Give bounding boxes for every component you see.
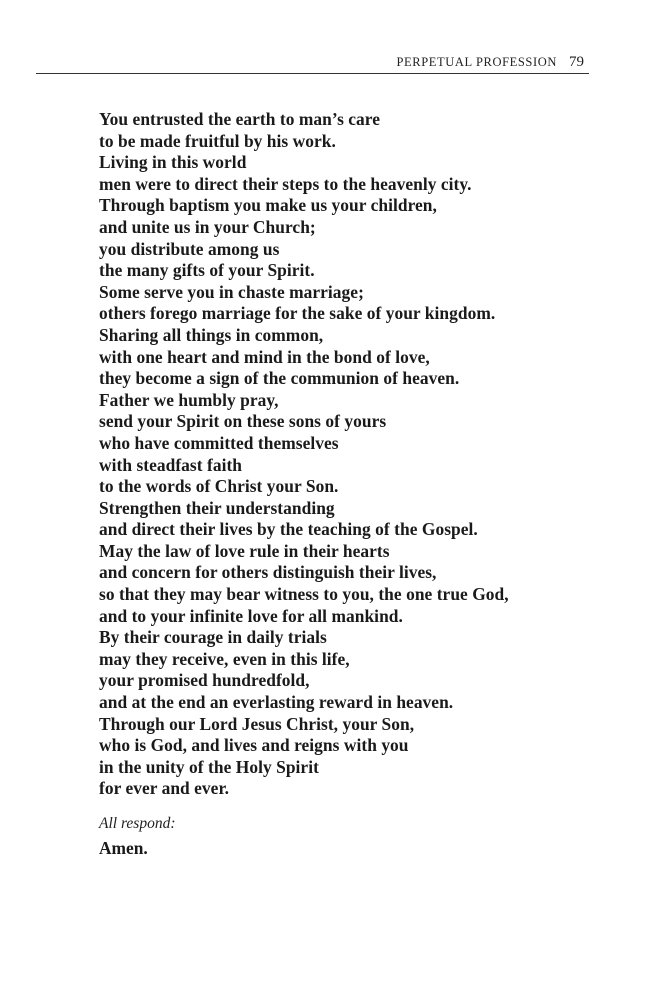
page-number: 79 (569, 54, 584, 70)
response-text: Amen. (99, 838, 148, 858)
running-title: PERPETUAL PROFESSION (396, 55, 557, 69)
prayer-line: You entrusted the earth to man’s care (99, 109, 381, 129)
prayer-line: and concern for others distinguish their lives, (99, 562, 437, 583)
prayer-line: May the law of love rule in their hearts (99, 540, 390, 561)
prayer-line: with one heart and mind in the bond of love, (99, 346, 430, 367)
prayer-line: to be made fruitful by his work. (99, 130, 336, 151)
prayer-line: so that they may bear witness to you, the one true God, (99, 584, 509, 605)
prayer-line: may they receive, even in this life, (99, 648, 350, 669)
prayer-line: who is God, and lives and reigns with you (99, 735, 409, 756)
rubric: All respond: (99, 815, 176, 832)
running-head (0, 54, 584, 71)
prayer-line: others forego marriage for the sake of your kingdom. (99, 303, 496, 324)
prayer-line: and to your infinite love for all mankind. (99, 605, 403, 626)
prayer-line: Living in this world (99, 152, 247, 173)
prayer-line: you distribute among us (99, 238, 280, 259)
prayer-line: By their courage in daily trials (99, 627, 327, 648)
prayer-line: for ever and ever. (99, 778, 230, 799)
prayer-line: in the unity of the Holy Spirit (99, 756, 319, 777)
prayer-line: the many gifts of your Spirit. (99, 260, 315, 281)
prayer-line: they become a sign of the communion of heaven. (99, 368, 460, 389)
prayer-line: Strengthen their understanding (99, 497, 335, 518)
prayer-line: Father we humbly pray, (99, 389, 279, 410)
prayer-line: Through baptism you make us your children, (99, 195, 437, 216)
prayer-line: Through our Lord Jesus Christ, your Son, (99, 713, 415, 734)
prayer-line: and unite us in your Church; (99, 216, 316, 237)
prayer-line: and direct their lives by the teaching of the Gospel. (99, 519, 478, 540)
prayer-line: to the words of Christ your Son. (99, 476, 339, 497)
prayer-line: with steadfast faith (99, 454, 243, 475)
prayer-line: who have committed themselves (99, 432, 339, 453)
prayer-line: men were to direct their steps to the heavenly city. (99, 173, 472, 194)
prayer-line: send your Spirit on these sons of yours (99, 411, 387, 432)
prayer-text (99, 109, 509, 800)
prayer-line: Sharing all things in common, (99, 324, 324, 345)
prayer-line: Some serve you in chaste marriage; (99, 281, 364, 302)
prayer-line: and at the end an everlasting reward in heaven. (99, 692, 454, 713)
header-rule (36, 73, 589, 74)
prayer-line: your promised hundredfold, (99, 670, 310, 691)
